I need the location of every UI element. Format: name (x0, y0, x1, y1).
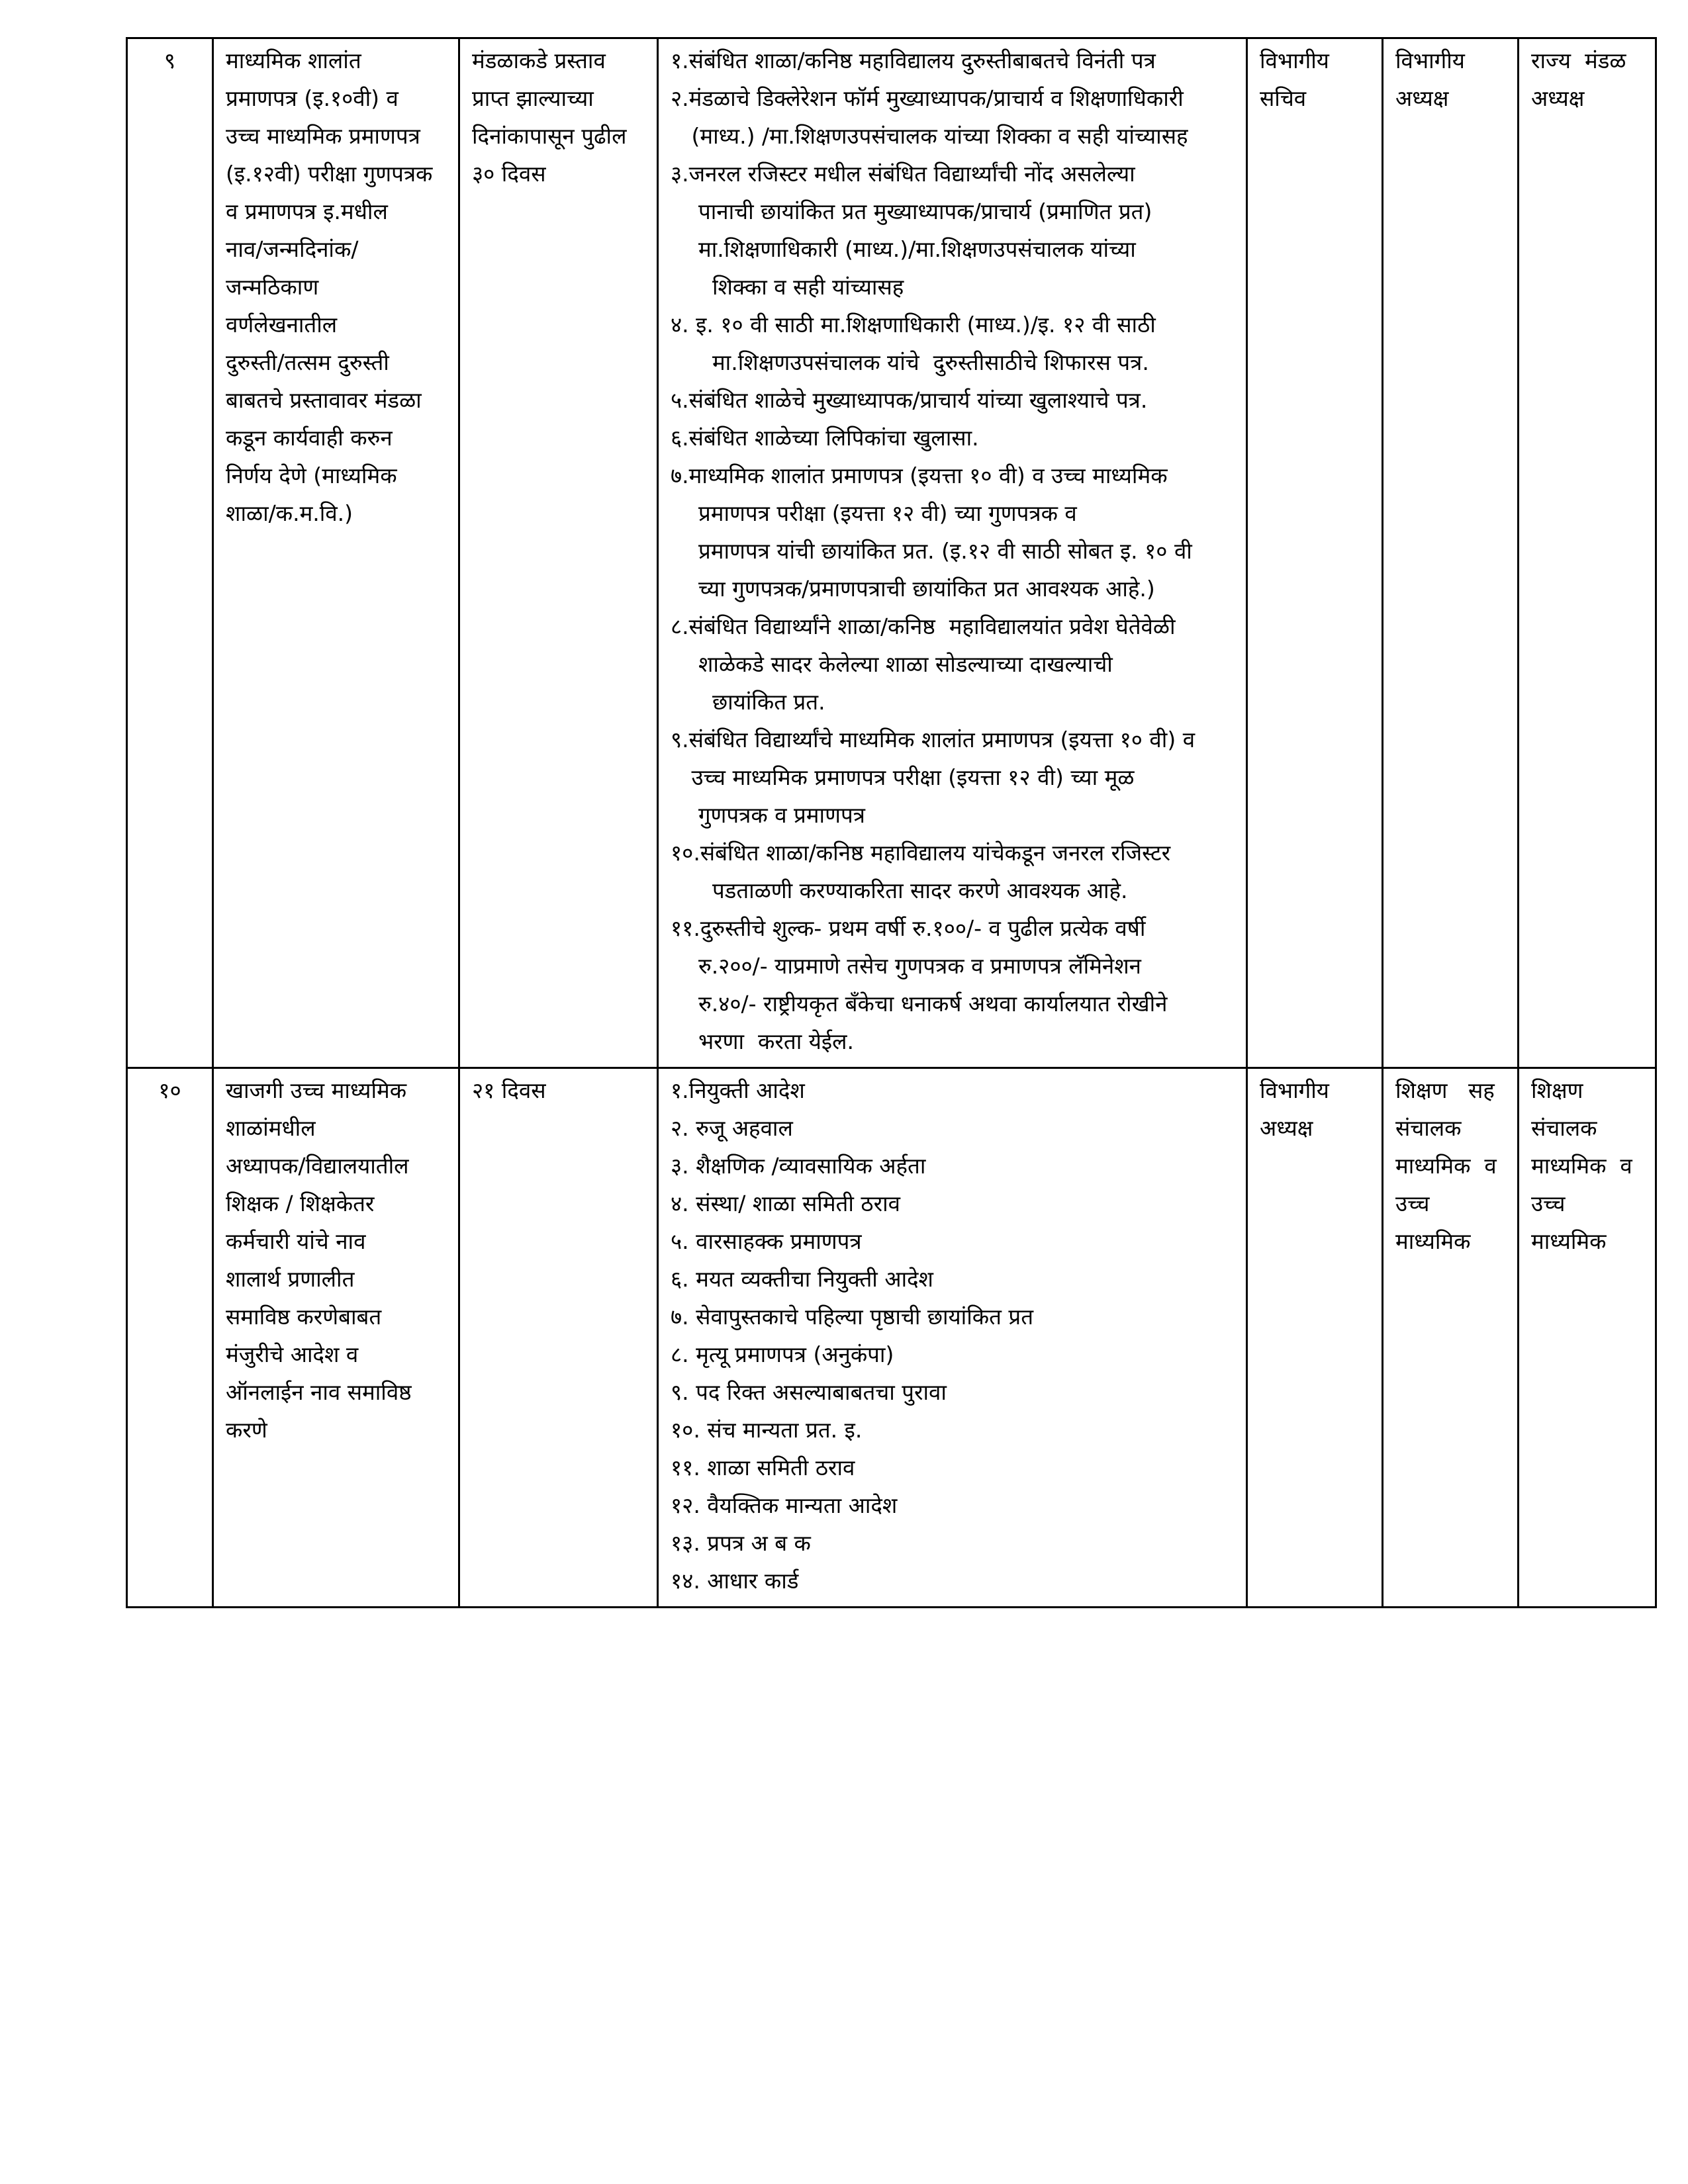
text-line: शाळांमधील (226, 1115, 316, 1141)
text-line: कर्मचारी यांचे नाव (226, 1228, 366, 1254)
text-line: करणे (226, 1417, 267, 1443)
text-line: १०. संच मान्यता प्रत. इ. (671, 1417, 863, 1443)
text-line: रु.४०/- राष्ट्रीयकृत बॅंकेचा धनाकर्ष अथवा कार्यालयात रोखीने (671, 991, 1168, 1017)
text-line: ११.दुरुस्तीचे शुल्क- प्रथम वर्षी रु.१००/- व पुढील प्रत्येक वर्षी (671, 915, 1146, 941)
text-line: पानाची छायांकित प्रत मुख्याध्यापक/प्राचार्य (प्रमाणित प्रत) (671, 199, 1152, 224)
service-name-cell (213, 38, 459, 1068)
second-appellate-officer (1531, 42, 1643, 117)
services-table (126, 37, 1657, 1608)
text-line: उच्च माध्यमिक प्रमाणपत्र परीक्षा (इयत्ता १२ वी) च्या मूळ (671, 764, 1135, 790)
text-line: माध्यमिक व (1531, 1153, 1632, 1179)
text-line: शिक्षक / शिक्षकेतर (226, 1191, 375, 1216)
text-line: २१ दिवस (472, 1077, 546, 1103)
text-line: प्रमाणपत्र परीक्षा (इयत्ता १२ वी) च्या गुणपत्रक व (671, 500, 1077, 526)
text-line: कडून कार्यवाही करुन (226, 425, 393, 451)
text-line: २. रुजू अहवाल (671, 1115, 793, 1141)
text-line: ८. मृत्यू प्रमाणपत्र (अनुकंपा) (671, 1342, 894, 1367)
text-line: ३० दिवस (472, 161, 546, 187)
time-limit-cell (459, 38, 658, 1068)
text-line: ८.संबंधित विद्यार्थ्यांने शाळा/कनिष्ठ महाविद्यालयांत प्रवेश घेतेवेळी (671, 614, 1176, 639)
text-line: माध्यमिक व (1395, 1153, 1497, 1179)
text-line: मंजुरीचे आदेश व (226, 1342, 359, 1367)
text-line: भरणा करता येईल. (671, 1028, 854, 1054)
text-line: ११. शाळा समिती ठराव (671, 1455, 855, 1480)
required-documents (671, 42, 1234, 1060)
text-line: शाळेकडे सादर केलेल्या शाळा सोडल्याच्या दाखल्याची (671, 651, 1113, 677)
text-line: विभागीय (1395, 48, 1465, 73)
time-limit-cell (459, 1068, 658, 1608)
text-line: शिक्का व सही यांच्यासह (671, 274, 904, 300)
text-line: अध्यापक/विद्यालयातील (226, 1153, 409, 1179)
text-line: समाविष्ठ करणेबाबत (226, 1304, 382, 1330)
text-line: मंडळाकडे प्रस्ताव (472, 48, 606, 73)
text-line: ऑनलाईन नाव समाविष्ठ (226, 1379, 412, 1405)
time-limit (472, 1071, 645, 1109)
text-line: ७. सेवापुस्तकाचे पहिल्या पृष्ठाची छायांकित प्रत (671, 1304, 1034, 1330)
text-line: जन्मठिकाण (226, 274, 319, 300)
second-appellate-officer-cell (1519, 38, 1656, 1068)
text-line: व प्रमाणपत्र इ.मधील (226, 199, 388, 224)
serial-number: १० (158, 1077, 181, 1103)
service-name-cell (213, 1068, 459, 1608)
service-name (226, 1071, 446, 1449)
required-documents-cell (658, 38, 1247, 1068)
text-line: (माध्य.) /मा.शिक्षणउपसंचालक यांच्या शिक्का व सही यांच्यासह (671, 123, 1188, 149)
time-limit (472, 42, 645, 193)
table-row (127, 38, 1656, 1068)
text-line: शालार्थ प्रणालीत (226, 1266, 355, 1292)
table-row (127, 1068, 1656, 1608)
text-line: ३.जनरल रजिस्टर मधील संबंधित विद्यार्थ्यांची नोंद असलेल्या (671, 161, 1135, 187)
designated-officer (1260, 1071, 1370, 1147)
text-line: माध्यमिक (1395, 1228, 1471, 1254)
designated-officer (1260, 42, 1370, 117)
text-line: अध्यक्ष (1395, 85, 1449, 111)
first-appellate-officer-cell (1383, 1068, 1519, 1608)
text-line: गुणपत्रक व प्रमाणपत्र (671, 802, 865, 828)
serial-number-cell (127, 1068, 213, 1608)
text-line: मा.शिक्षणाधिकारी (माध्य.)/मा.शिक्षणउपसंचालक यांच्या (671, 236, 1136, 262)
text-line: निर्णय देणे (माध्यमिक (226, 463, 397, 488)
text-line: विभागीय (1260, 1077, 1329, 1103)
text-line: १४. आधार कार्ड (671, 1568, 799, 1594)
document-page (126, 37, 1655, 1608)
second-appellate-officer-cell (1519, 1068, 1656, 1608)
text-line: विभागीय (1260, 48, 1329, 73)
text-line: २.मंडळाचे डिक्लेरेशन फॉर्म मुख्याध्यापक/प्राचार्य व शिक्षणाधिकारी (671, 85, 1184, 111)
text-line: ४. संस्था/ शाळा समिती ठराव (671, 1191, 900, 1216)
text-line: शिक्षण (1531, 1077, 1583, 1103)
serial-number: ९ (164, 48, 176, 73)
text-line: ९. पद रिक्त असल्याबाबतचा पुरावा (671, 1379, 947, 1405)
text-line: खाजगी उच्च माध्यमिक (226, 1077, 407, 1103)
text-line: सचिव (1260, 85, 1307, 111)
text-line: १०.संबंधित शाळा/कनिष्ठ महाविद्यालय यांचेकडून जनरल रजिस्टर (671, 840, 1171, 866)
text-line: उच्च माध्यमिक प्रमाणपत्र (226, 123, 420, 149)
text-line: ६. मयत व्यक्तीचा नियुक्ती आदेश (671, 1266, 934, 1292)
first-appellate-officer-cell (1383, 38, 1519, 1068)
text-line: माध्यमिक शालांत (226, 48, 361, 73)
text-line: अध्यक्ष (1531, 85, 1585, 111)
text-line: (इ.१२वी) परीक्षा गुणपत्रक (226, 161, 433, 187)
text-line: १.संबंधित शाळा/कनिष्ठ महाविद्यालय दुरुस्तीबाबतचे विनंती पत्र (671, 48, 1156, 73)
text-line: ५.संबंधित शाळेचे मुख्याध्यापक/प्राचार्य यांच्या खुलाश्याचे पत्र. (671, 387, 1148, 413)
text-line: पडताळणी करण्याकरिता सादर करणे आवश्यक आहे. (671, 878, 1128, 903)
text-line: ५. वारसाहक्क प्रमाणपत्र (671, 1228, 862, 1254)
text-line: दिनांकापासून पुढील (472, 123, 627, 149)
text-line: शिक्षण सह (1395, 1077, 1495, 1103)
text-line: बाबतचे प्रस्तावावर मंडळा (226, 387, 422, 413)
text-line: प्रमाणपत्र (इ.१०वी) व (226, 85, 399, 111)
text-line: ६.संबंधित शाळेच्या लिपिकांचा खुलासा. (671, 425, 979, 451)
text-line: १३. प्रपत्र अ ब क (671, 1530, 811, 1556)
text-line: संचालक (1395, 1115, 1462, 1141)
text-line: १२. वैयक्तिक मान्यता आदेश (671, 1492, 898, 1518)
text-line: उच्च (1531, 1191, 1566, 1216)
text-line: दुरुस्ती/तत्सम दुरुस्ती (226, 349, 389, 375)
text-line: प्राप्त झाल्याच्या (472, 85, 594, 111)
required-documents-cell (658, 1068, 1247, 1608)
text-line: राज्य मंडळ (1531, 48, 1626, 73)
text-line: संचालक (1531, 1115, 1597, 1141)
serial-number-cell (127, 38, 213, 1068)
required-documents (671, 1071, 1234, 1600)
text-line: उच्च (1395, 1191, 1430, 1216)
text-line: शाळा/क.म.वि.) (226, 500, 353, 526)
designated-officer-cell (1247, 38, 1383, 1068)
text-line: नाव/जन्मदिनांक/ (226, 236, 359, 262)
text-line: १.नियुक्ती आदेश (671, 1077, 805, 1103)
text-line: प्रमाणपत्र यांची छायांकित प्रत. (इ.१२ वी साठी सोबत इ. १० वी (671, 538, 1192, 564)
second-appellate-officer (1531, 1071, 1643, 1260)
text-line: ७.माध्यमिक शालांत प्रमाणपत्र (इयत्ता १० वी) व उच्च माध्यमिक (671, 463, 1168, 488)
text-line: ३. शैक्षणिक /व्यावसायिक अर्हता (671, 1153, 926, 1179)
text-line: वर्णलेखनातील (226, 312, 338, 338)
text-line: छायांकित प्रत. (671, 689, 825, 715)
service-name (226, 42, 446, 532)
text-line: माध्यमिक (1531, 1228, 1607, 1254)
first-appellate-officer (1395, 42, 1505, 117)
text-line: रु.२००/- याप्रमाणे तसेच गुणपत्रक व प्रमाणपत्र लॅमिनेशन (671, 953, 1141, 979)
text-line: ९.संबंधित विद्यार्थ्यांचे माध्यमिक शालांत प्रमाणपत्र (इयत्ता १० वी) व (671, 727, 1196, 752)
designated-officer-cell (1247, 1068, 1383, 1608)
text-line: मा.शिक्षणउपसंचालक यांचे दुरुस्तीसाठीचे शिफारस पत्र. (671, 349, 1149, 375)
text-line: अध्यक्ष (1260, 1115, 1313, 1141)
first-appellate-officer (1395, 1071, 1505, 1260)
text-line: ४. इ. १० वी साठी मा.शिक्षणाधिकारी (माध्य.)/इ. १२ वी साठी (671, 312, 1156, 338)
text-line: च्या गुणपत्रक/प्रमाणपत्राची छायांकित प्रत आवश्यक आहे.) (671, 576, 1155, 602)
